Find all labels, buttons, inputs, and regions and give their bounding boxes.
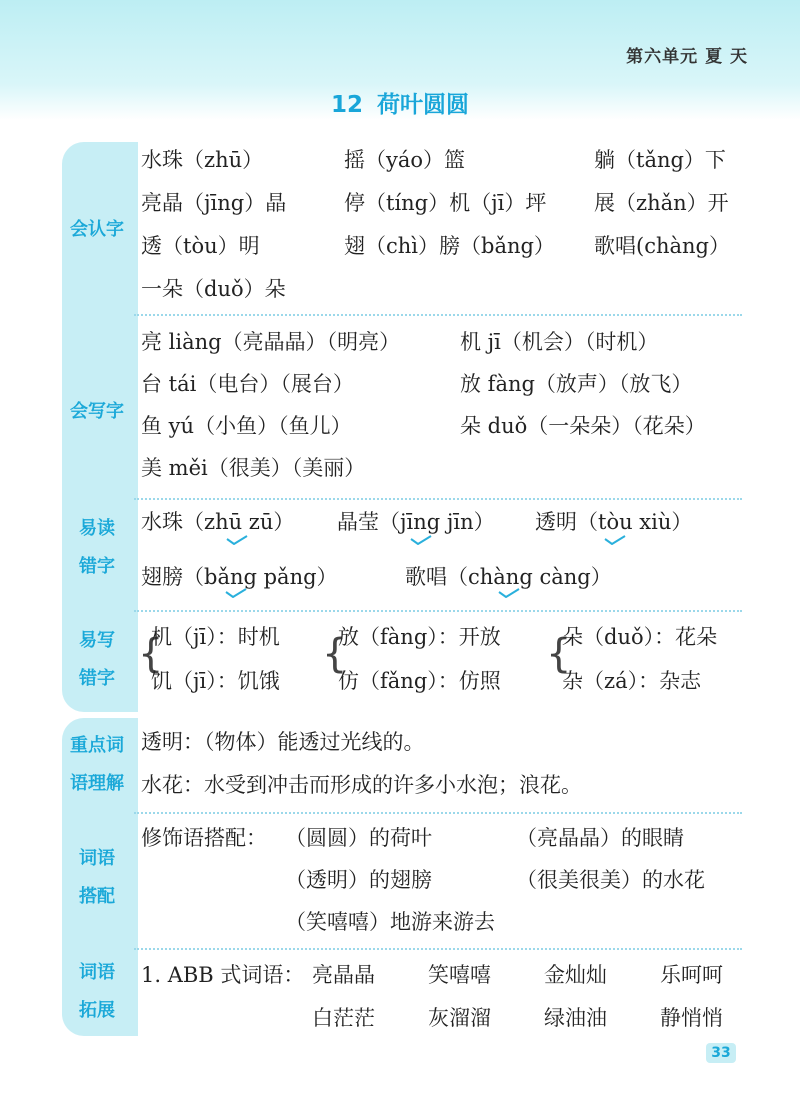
lesson-name: 荷叶圆圆 <box>377 92 469 118</box>
check-icon <box>226 535 248 545</box>
unit-title: 第六单元 夏 天 <box>626 47 748 67</box>
section-keywords-2: 语理解 <box>70 773 124 794</box>
key-word-definition: 透明：（物体）能透过光线的。 <box>141 730 425 754</box>
check-icon <box>410 535 432 545</box>
brace-icon: { <box>322 631 348 677</box>
misread-item: 水珠（zhū zū） <box>141 510 295 534</box>
lesson-number: 12 <box>330 92 363 118</box>
section-miswrite-1: 易写 <box>79 630 115 651</box>
check-icon <box>604 535 626 545</box>
write-item: 美 měi（很美）（美丽） <box>141 456 366 480</box>
section-expansion-1: 词语 <box>79 962 115 983</box>
write-item: 机 jī（机会）（时机） <box>460 330 659 354</box>
collocation-item: （亮晶晶）的眼睛 <box>516 826 684 850</box>
write-item: 亮 liàng（亮晶晶）（明亮） <box>141 330 401 354</box>
collocation-item: （圆圆）的荷叶 <box>285 826 432 850</box>
recognize-item: 展（zhǎn）开 <box>594 191 729 215</box>
recognize-item: 透（tòu）明 <box>141 234 260 258</box>
expansion-word: 笑嘻嘻 <box>428 963 491 987</box>
section-collocation-2: 搭配 <box>79 886 115 907</box>
recognize-item: 翅（chì）膀（bǎng） <box>344 234 555 258</box>
divider <box>134 498 742 500</box>
recognize-item: 水珠（zhū） <box>141 148 264 172</box>
check-icon <box>225 588 247 598</box>
section-keywords-1: 重点词 <box>70 735 124 756</box>
section-write: 会写字 <box>70 401 124 422</box>
miswrite-item: 杂（zá）：杂志 <box>562 669 702 693</box>
miswrite-item: 饥（jī）：饥饿 <box>151 669 280 693</box>
recognize-item: 歌唱(chàng） <box>594 234 730 258</box>
miswrite-item: 机（jī）：时机 <box>151 625 280 649</box>
divider <box>134 812 742 814</box>
expansion-word: 白茫茫 <box>312 1006 375 1030</box>
miswrite-item: 放（fàng）：开放 <box>338 625 501 649</box>
expansion-word: 灰溜溜 <box>428 1006 491 1030</box>
expansion-lead: 1. ABB 式词语： <box>141 963 305 987</box>
recognize-item: 摇（yáo）篮 <box>344 148 466 172</box>
brace-icon: { <box>138 631 164 677</box>
check-icon <box>498 588 520 598</box>
write-item: 鱼 yú（小鱼）（鱼儿） <box>141 414 352 438</box>
recognize-item: 一朵（duǒ）朵 <box>141 277 286 301</box>
section-collocation-1: 词语 <box>79 848 115 869</box>
misread-item: 透明（tòu xiù） <box>535 510 693 534</box>
collocation-item: （很美很美）的水花 <box>516 868 705 892</box>
divider <box>134 610 742 612</box>
lesson-title <box>0 86 800 119</box>
expansion-word: 金灿灿 <box>544 963 607 987</box>
miswrite-item: 仿（fǎng）：仿照 <box>338 669 501 693</box>
miswrite-item: 朵（duǒ）：花朵 <box>562 625 718 649</box>
recognize-item: 停（tíng）机（jī）坪 <box>344 191 547 215</box>
misread-item: 歌唱（chàng càng） <box>405 565 612 589</box>
write-item: 放 fàng（放声）（放飞） <box>460 372 693 396</box>
expansion-word: 静悄悄 <box>660 1006 723 1030</box>
collocation-item: （笑嘻嘻）地游来游去 <box>285 910 495 934</box>
page-number: 33 <box>706 1043 736 1063</box>
misread-item: 晶莹（jīng jīn） <box>337 510 495 534</box>
divider <box>134 948 742 950</box>
expansion-word: 绿油油 <box>544 1006 607 1030</box>
section-recognize: 会认字 <box>70 219 124 240</box>
recognize-item: 亮晶（jīng）晶 <box>141 191 287 215</box>
expansion-word: 乐呵呵 <box>660 963 723 987</box>
brace-icon: { <box>546 631 572 677</box>
write-item: 台 tái（电台）（展台） <box>141 372 354 396</box>
misread-item: 翅膀（bǎng pǎng） <box>141 565 338 589</box>
key-word-definition: 水花：水受到冲击而形成的许多小水泡；浪花。 <box>141 773 582 797</box>
collocation-lead: 修饰语搭配： <box>141 826 267 850</box>
recognize-item: 躺（tǎng）下 <box>594 148 726 172</box>
write-item: 朵 duǒ（一朵朵）（花朵） <box>460 414 706 438</box>
section-misread-2: 错字 <box>79 556 115 577</box>
section-misread-1: 易读 <box>79 518 115 539</box>
section-expansion-2: 拓展 <box>79 1000 115 1021</box>
expansion-word: 亮晶晶 <box>312 963 375 987</box>
collocation-item: （透明）的翅膀 <box>285 868 432 892</box>
section-miswrite-2: 错字 <box>79 668 115 689</box>
divider <box>134 314 742 316</box>
